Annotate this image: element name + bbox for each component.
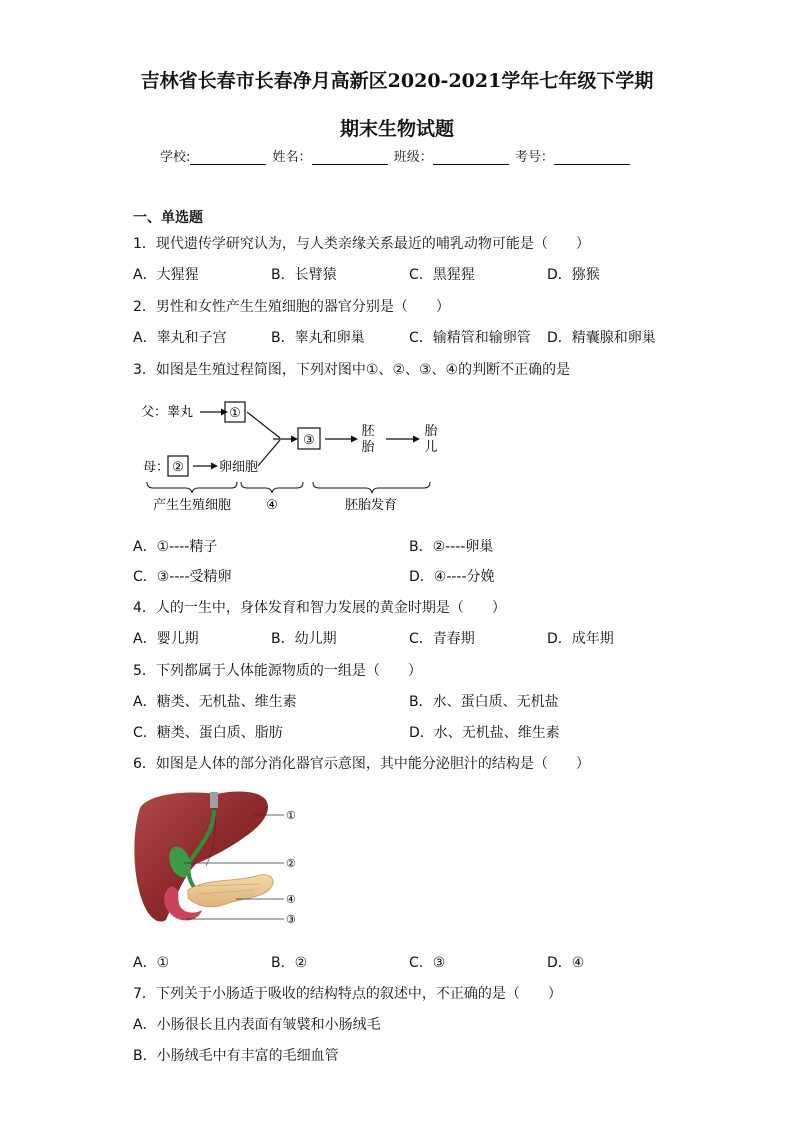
title-line-2: 期末生物试题 [339,118,454,140]
father-label: 父：睾丸 [141,405,194,420]
option[interactable]: A．① [133,955,170,971]
student-info-row [160,146,632,165]
option[interactable]: D．④ [547,955,585,971]
brace-3-label: 胚胎发育 [344,498,398,513]
name-blank[interactable] [312,150,388,165]
brace-2-label: ④ [266,498,278,513]
option[interactable]: A．婴儿期 [133,631,199,647]
pancreas [188,875,273,907]
option[interactable]: C．③----受精卵 [133,569,232,585]
option[interactable]: B．小肠绒毛中有丰富的毛细血管 [133,1048,339,1064]
option[interactable]: C．③ [409,955,446,971]
class-blank[interactable] [433,150,509,165]
reproduction-diagram [133,393,453,517]
digestive-organs-diagram [126,786,306,936]
option[interactable]: B．②----卵巢 [409,539,494,555]
mother-label: 母： [143,460,170,475]
fetus-label-b: 儿 [424,440,438,455]
diagram-label-1: ① [286,809,296,822]
embryo-label-b: 胎 [361,440,375,455]
option[interactable]: B．长臂猿 [271,267,337,283]
question-stem: 3．如图是生殖过程简图，下列对图中①、②、③、④的判断不正确的是 [133,362,571,378]
diagram-label-2: ② [286,857,296,870]
vessel [210,792,218,808]
option[interactable]: C．黑猩猩 [409,267,475,283]
diagram-label-3: ③ [286,913,296,926]
school-blank[interactable] [190,150,266,165]
title-line-1: 吉林省长春市长春净月高新区2020-2021学年七年级下学期 [140,70,654,92]
exam-no-label: 考号： [514,150,554,165]
option[interactable]: B．水、蛋白质、无机盐 [409,694,559,710]
option[interactable]: B．② [271,955,308,971]
option[interactable]: C．输精管和输卵管 [409,330,531,346]
name-label: 姓名： [272,150,312,165]
option[interactable]: B．幼儿期 [271,631,337,647]
label-3: ③ [303,433,315,448]
label-2: ② [172,460,184,475]
option[interactable]: A．糖类、无机盐、维生素 [133,694,297,710]
section-heading: 一、单选题 [133,210,203,226]
label-1: ① [229,406,241,421]
option[interactable]: A．①----精子 [133,539,218,555]
question-stem: 6．如图是人体的部分消化器官示意图，其中能分泌胆汁的结构是（ ） [133,756,590,772]
option[interactable]: B．睾丸和卵巢 [271,330,365,346]
school-label: 学校: [160,150,191,165]
fetus-label-a: 胎 [424,424,438,439]
brace-1 [147,482,237,493]
diagram-label-4: ④ [286,893,296,906]
embryo-label-a: 胚 [361,424,375,439]
class-label: 班级： [393,150,433,165]
question-stem: 1．现代遗传学研究认为，与人类亲缘关系最近的哺乳动物可能是（ ） [133,236,590,252]
option[interactable]: C．青春期 [409,631,475,647]
egg-label: 卵细胞 [219,460,259,475]
question-stem: 2．男性和女性产生生殖细胞的器官分别是（ ） [133,299,450,315]
option[interactable]: D．成年期 [547,631,614,647]
question-stem: 7．下列关于小肠适于吸收的结构特点的叙述中，不正确的是（ ） [133,986,562,1002]
option[interactable]: C．糖类、蛋白质、脂肪 [133,725,283,741]
option[interactable]: A．小肠很长且内表面有皱襞和小肠绒毛 [133,1017,381,1033]
option[interactable]: A．睾丸和子宫 [133,330,227,346]
question-stem: 5．下列都属于人体能源物质的一组是（ ） [133,663,422,679]
option[interactable]: A．大猩猩 [133,267,199,283]
question-stem: 4．人的一生中，身体发育和智力发展的黄金时期是（ ） [133,600,506,616]
option[interactable]: D．④----分娩 [409,569,495,585]
option[interactable]: D．猕猴 [547,267,600,283]
option[interactable]: D．精囊腺和卵巢 [547,330,656,346]
brace-1-label: 产生生殖细胞 [152,498,232,513]
brace-2 [241,482,303,493]
brace-3 [313,482,430,493]
exam-no-blank[interactable] [554,150,630,165]
option[interactable]: D．水、无机盐、维生素 [409,725,560,741]
